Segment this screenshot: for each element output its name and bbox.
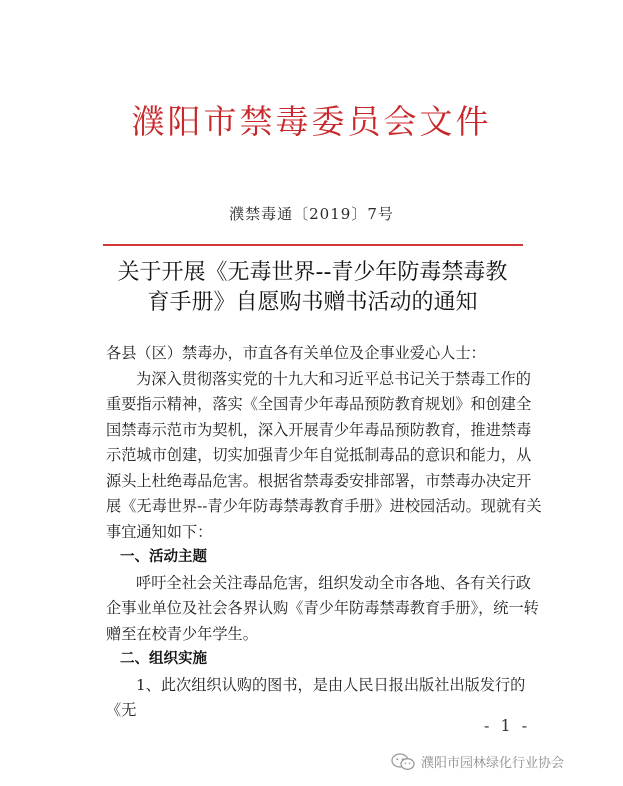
section-2-heading: 二、组织实施 xyxy=(120,651,207,667)
document-number: 濮禁毒通〔2019〕7号 xyxy=(229,205,394,223)
section-2-text: 1、此次组织认购的图书，是由人民日报出版社出版发行的《无 xyxy=(106,675,526,719)
salutation: 各县（区）禁毒办，市直各有关单位及企事业爱心人士： xyxy=(106,344,486,362)
notice-title xyxy=(90,258,535,318)
section-1-text: 呼吁全社会关注毒品危害，组织发动全市各地、各有关行政企事业单位及社会各界认购《青少年防毒禁毒教育手册》，统一转赠至在校青少年学生。 xyxy=(106,573,539,643)
watermark xyxy=(391,752,564,771)
intro-paragraph: 为深入贯彻落实党的十九大和习近平总书记关于禁毒工作的重要指示精神，落实《全国青少年毒品预防教育规划》和创建全国禁毒示范市为契机，深入开展青少年毒品预防教育，推进禁毒示范城市创建，切实加强青少年自觉抵制毒品的意识和能力，从源头上杜绝毒品危害。根据省禁毒委安排部署，市禁毒办决定开展《无毒世界--青少年防毒禁毒教育手册》进校园活动。现就有关事宜通知如下： xyxy=(106,369,542,541)
title-line-1: 关于开展《无毒世界--青少年防毒禁毒教 xyxy=(117,260,508,285)
notice-body xyxy=(106,341,546,724)
wechat-icon xyxy=(391,753,415,771)
masthead: 濮阳市禁毒委员会文件 xyxy=(131,102,492,141)
red-divider xyxy=(103,244,523,246)
page-number: - 1 - xyxy=(484,716,531,735)
watermark-text: 濮阳市园林绿化行业协会 xyxy=(421,756,565,771)
title-line-2: 育手册》自愿购书赠书活动的通知 xyxy=(147,290,478,315)
section-1-heading: 一、活动主题 xyxy=(120,549,207,565)
